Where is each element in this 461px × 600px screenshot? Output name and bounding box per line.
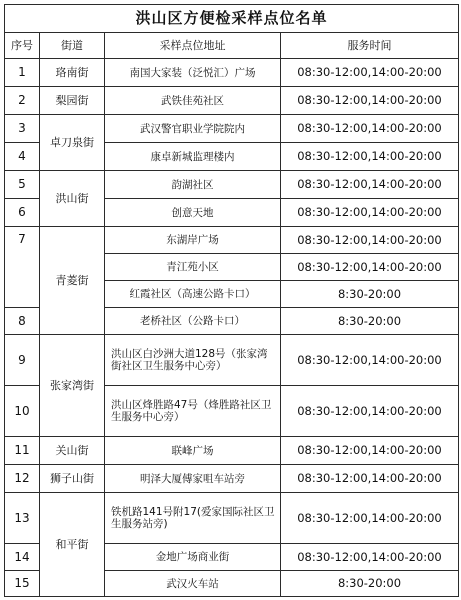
- row-no: 5: [5, 171, 40, 199]
- row-time: 8:30-20:00: [281, 281, 459, 308]
- row-street: 青菱街: [40, 227, 105, 335]
- table-row: [5, 465, 459, 493]
- row-address: 铁机路141号附17(爱家国际社区卫生服务站旁): [105, 493, 281, 544]
- row-street: 狮子山街: [40, 465, 105, 493]
- row-street: 卓刀泉街: [40, 115, 105, 171]
- row-address: 创意天地: [105, 199, 281, 227]
- table-row: [5, 493, 459, 544]
- row-time: 8:30-20:00: [281, 308, 459, 335]
- row-no: 10: [5, 386, 40, 437]
- table-row: [5, 59, 459, 87]
- row-no: 15: [5, 571, 40, 597]
- title-row: [5, 5, 459, 33]
- row-time: 08:30-12:00,14:00-20:00: [281, 87, 459, 115]
- row-street: 梨园街: [40, 87, 105, 115]
- row-no: 7: [5, 227, 40, 308]
- row-address: 武汉火车站: [105, 571, 281, 597]
- row-street: 洪山街: [40, 171, 105, 227]
- row-time: 08:30-12:00,14:00-20:00: [281, 143, 459, 171]
- row-street: 和平街: [40, 493, 105, 597]
- row-address: 联峰广场: [105, 437, 281, 465]
- table-row: [5, 171, 459, 199]
- row-address: 洪山区白沙洲大道128号（张家湾街社区卫生服务中心旁）: [105, 335, 281, 386]
- row-no: 6: [5, 199, 40, 227]
- row-address: 金地广场商业街: [105, 544, 281, 571]
- row-address: 武汉警官职业学院院内: [105, 115, 281, 143]
- row-no: 3: [5, 115, 40, 143]
- header-no: 序号: [5, 33, 40, 59]
- header-time: 服务时间: [281, 33, 459, 59]
- row-address: 明泽大厦傅家咀车站旁: [105, 465, 281, 493]
- row-time: 08:30-12:00,14:00-20:00: [281, 59, 459, 87]
- row-street: 张家湾街: [40, 335, 105, 437]
- row-time: 08:30-12:00,14:00-20:00: [281, 115, 459, 143]
- row-time: 08:30-12:00,14:00-20:00: [281, 171, 459, 199]
- row-address: 南国大家装（泛悦汇）广场: [105, 59, 281, 87]
- row-address: 老桥社区（公路卡口）: [105, 308, 281, 335]
- row-time: 08:30-12:00,14:00-20:00: [281, 199, 459, 227]
- row-no: 9: [5, 335, 40, 386]
- row-time: 08:30-12:00,14:00-20:00: [281, 465, 459, 493]
- row-street: 关山街: [40, 437, 105, 465]
- row-time: 08:30-12:00,14:00-20:00: [281, 335, 459, 386]
- row-time: 08:30-12:00,14:00-20:00: [281, 544, 459, 571]
- row-time: 08:30-12:00,14:00-20:00: [281, 437, 459, 465]
- row-address: 东湖岸广场: [105, 227, 281, 254]
- row-no: 12: [5, 465, 40, 493]
- row-address: 康卓新城监理楼内: [105, 143, 281, 171]
- row-no: 2: [5, 87, 40, 115]
- table-row: [5, 87, 459, 115]
- table-row: [5, 115, 459, 143]
- table-row: [5, 335, 459, 386]
- row-no: 8: [5, 308, 40, 335]
- row-no: 11: [5, 437, 40, 465]
- row-time: 08:30-12:00,14:00-20:00: [281, 386, 459, 437]
- header-row: [5, 33, 459, 59]
- row-street: 珞南街: [40, 59, 105, 87]
- row-time: 08:30-12:00,14:00-20:00: [281, 254, 459, 281]
- row-address: 韵湖社区: [105, 171, 281, 199]
- table-title: 洪山区方便检采样点位名单: [5, 5, 459, 33]
- sampling-sites-table: [4, 4, 459, 597]
- table-row: [5, 227, 459, 254]
- header-street: 街道: [40, 33, 105, 59]
- header-address: 采样点位地址: [105, 33, 281, 59]
- row-address: 红霞社区（高速公路卡口）: [105, 281, 281, 308]
- row-address: 洪山区烽胜路47号（烽胜路社区卫生服务中心旁）: [105, 386, 281, 437]
- table-row: [5, 437, 459, 465]
- row-time: 08:30-12:00,14:00-20:00: [281, 227, 459, 254]
- row-no: 13: [5, 493, 40, 544]
- row-time: 8:30-20:00: [281, 571, 459, 597]
- row-no: 1: [5, 59, 40, 87]
- row-no: 14: [5, 544, 40, 571]
- row-time: 08:30-12:00,14:00-20:00: [281, 493, 459, 544]
- row-address: 武铁佳苑社区: [105, 87, 281, 115]
- row-no: 4: [5, 143, 40, 171]
- row-address: 青江苑小区: [105, 254, 281, 281]
